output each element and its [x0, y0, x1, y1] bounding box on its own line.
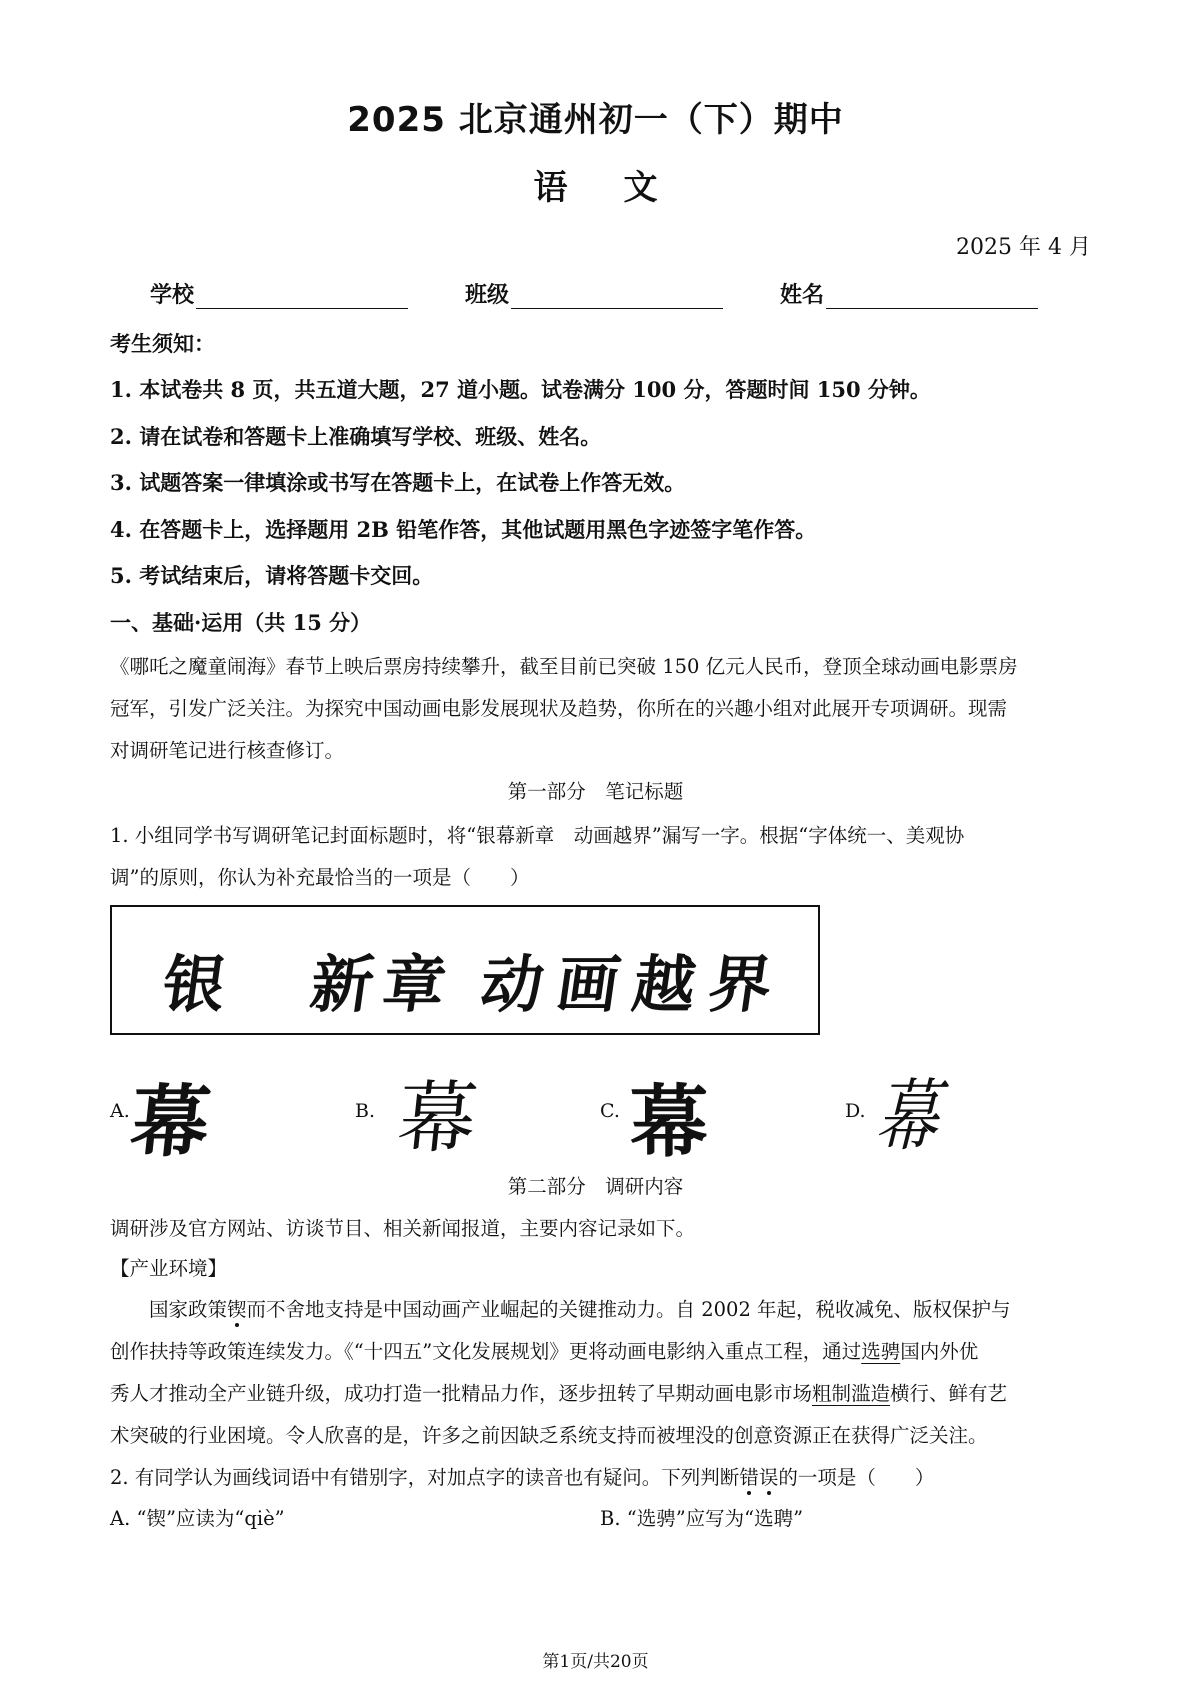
industry-line — [110, 1331, 1090, 1373]
text-span: 横行、鲜有艺 — [890, 1382, 1008, 1405]
calligraphy-char: 银 — [158, 948, 231, 1021]
notice-heading: 考生须知： — [110, 331, 215, 356]
option-glyph: 幕 — [630, 1077, 709, 1168]
text-span: 国内外优 — [900, 1340, 979, 1363]
subject-char-1: 语 — [533, 168, 568, 208]
text-span: 而不舍地支持是中国动画产业崛起的关键推动力。自 2002 年起，税收减免、版权保护与 — [246, 1298, 1011, 1321]
q2-option-a[interactable]: A. “锲”应读为“qiè” — [110, 1507, 285, 1530]
part2-intro: 调研涉及官方网站、访谈节目、相关新闻报道，主要内容记录如下。 — [110, 1217, 696, 1240]
notice-item: 4. 在答题卡上，选择题用 2B 铅笔作答，其他试题用黑色字迹签字笔作答。 — [110, 517, 817, 542]
option-glyph: 幕 — [869, 1072, 955, 1162]
intro-paragraph — [110, 646, 1090, 772]
calligraphy-char: 越 — [628, 948, 701, 1021]
dotted-char: 误 — [758, 1466, 779, 1489]
calligraphy-char: 界 — [704, 948, 777, 1021]
option-label: A. — [110, 1100, 130, 1122]
page-number: 第1页/共20页 — [542, 1652, 649, 1672]
exam-title: 2025 北京通州初一（下）期中 — [347, 100, 844, 140]
text-span: 国家政策 — [149, 1298, 228, 1321]
school-field — [150, 278, 408, 309]
part2-heading: 第二部分 调研内容 — [507, 1175, 684, 1198]
name-blank[interactable] — [826, 286, 1038, 309]
name-label: 姓名 — [780, 282, 825, 308]
option-glyph: 幕 — [393, 1074, 482, 1164]
notice-item: 3. 试题答案一律填涂或书写在答题卡上，在试卷上作答无效。 — [110, 470, 686, 495]
subject-title — [0, 160, 1191, 209]
dotted-char: 错 — [739, 1466, 759, 1489]
industry-tag: 【产业环境】 — [110, 1257, 228, 1280]
underlined-word: 粗制滥造 — [812, 1382, 891, 1405]
calligraphy-char: 新 — [306, 948, 379, 1021]
q1-line: 1. 小组同学书写调研笔记封面标题时，将“银幕新章 动画越界”漏写一字。根据“字体统一、美观协 — [110, 824, 965, 847]
question-2 — [110, 1457, 1090, 1499]
question-1 — [110, 815, 1090, 899]
industry-paragraph — [110, 1289, 1090, 1457]
section-heading: 一、基础·运用（共 15 分） — [110, 610, 372, 635]
class-blank[interactable] — [511, 286, 723, 309]
school-blank[interactable] — [196, 286, 408, 309]
text-span: 的一项是（ ） — [778, 1466, 935, 1489]
text-span: 创作扶持等政策连续发力。《“十四五”文化发展规划》更将动画电影纳入重点工程，通过 — [110, 1340, 862, 1363]
dotted-char: 锲 — [227, 1298, 247, 1321]
calligraphy-box — [110, 905, 820, 1035]
name-field — [780, 278, 1038, 309]
q1-line: 调”的原则，你认为补充最恰当的一项是（ ） — [110, 866, 530, 889]
part1-heading: 第一部分 笔记标题 — [507, 780, 684, 803]
intro-line: 对调研笔记进行核查修订。 — [110, 739, 345, 762]
option-glyph: 幕 — [126, 1077, 215, 1168]
school-label: 学校 — [150, 282, 195, 308]
class-label: 班级 — [465, 282, 510, 308]
option-label: D. — [845, 1100, 866, 1122]
exam-date: 2025 年 4 月 — [956, 235, 1091, 260]
underlined-word: 选骋 — [861, 1340, 901, 1363]
industry-line — [110, 1373, 1090, 1415]
industry-line — [110, 1289, 1090, 1331]
calligraphy-char: 动 — [476, 948, 549, 1021]
q2-option-b[interactable]: B. “选骋”应写为“选聘” — [600, 1507, 804, 1530]
notice-item: 2. 请在试卷和答题卡上准确填写学校、班级、姓名。 — [110, 424, 602, 449]
text-span: 秀人才推动全产业链升级，成功打造一批精品力作，逐步扭转了早期动画电影市场 — [110, 1382, 813, 1405]
notice-item: 1. 本试卷共 8 页，共五道大题，27 道小题。试卷满分 100 分，答题时间 150 分钟。 — [110, 377, 931, 402]
text-span: 2. 有同学认为画线词语中有错别字，对加点字的读音也有疑问。下列判断 — [110, 1466, 740, 1489]
notice-item: 5. 考试结束后，请将答题卡交回。 — [110, 563, 434, 588]
class-field — [465, 278, 723, 309]
intro-line: 冠军，引发广泛关注。为探究中国动画电影发展现状及趋势，你所在的兴趣小组对此展开专项调研。现需 — [110, 697, 1008, 720]
calligraphy-char: 章 — [378, 948, 451, 1021]
calligraphy-char: 画 — [552, 948, 625, 1021]
industry-line: 术突破的行业困境。令人欣喜的是，许多之前因缺乏系统支持而被埋没的创意资源正在获得广泛关注。 — [110, 1424, 988, 1447]
subject-char-2: 文 — [623, 168, 658, 208]
option-label: C. — [600, 1100, 620, 1122]
option-label: B. — [355, 1100, 376, 1122]
intro-line: 《哪吒之魔童闹海》春节上映后票房持续攀升，截至目前已突破 150 亿元人民币，登顶全球动画电影票房 — [110, 655, 1018, 678]
